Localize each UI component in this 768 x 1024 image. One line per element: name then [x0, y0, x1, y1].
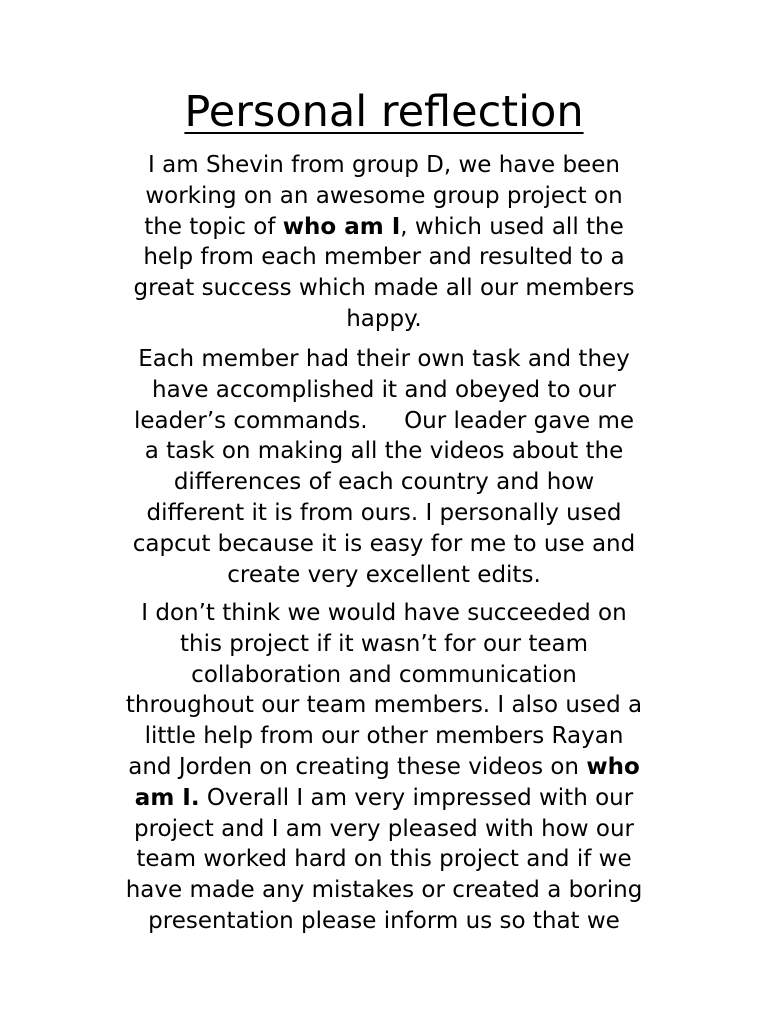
text-segment: Overall I am very impressed with our [199, 784, 634, 811]
text-segment: , which used all the [400, 213, 624, 240]
paragraph-line: leader’s commands. Our leader gave me [133, 407, 634, 434]
paragraph-line: have made any mistakes or created a boring [125, 877, 643, 904]
paragraph-line: project and I am very pleased with how our [133, 815, 635, 842]
paragraph-line: I am Shevin from group D, we have been [148, 152, 620, 178]
text-segment: the topic of [144, 213, 283, 240]
bold-phrase: who am I [282, 213, 401, 240]
paragraph-line: this project if it wasn’t for our team [179, 630, 589, 657]
paragraph-line: little help from our other members Rayan [144, 723, 624, 750]
paragraph-tasks [88, 344, 680, 590]
paragraph-line: throughout our team members. I also used a [125, 692, 643, 719]
text-segment: and Jorden on creating these videos on [128, 753, 587, 780]
paragraph-line: different it is from ours. I personally used [146, 499, 622, 526]
paragraph-line [88, 752, 680, 783]
paragraph-line: a task on making all the videos about the [144, 438, 624, 465]
paragraph-line: happy. [346, 305, 422, 332]
paragraph-line: create very excellent edits. [227, 561, 541, 588]
page-title-text: Personal reflection [184, 87, 584, 137]
paragraph-line [88, 783, 680, 814]
paragraph-line: Each member had their own task and they [138, 346, 630, 372]
paragraph-line: presentation please inform us so that we [148, 907, 620, 934]
paragraph-line: help from each member and resulted to a [143, 244, 625, 271]
bold-phrase: am I. [134, 784, 200, 811]
paragraph-conclusion [88, 598, 680, 937]
paragraph-line: great success which made all our members [133, 275, 635, 302]
paragraph-line: I don’t think we would have succeeded on [141, 600, 627, 626]
paragraph-line: working on an awesome group project on [145, 182, 623, 209]
paragraph-line: capcut because it is easy for me to use and [132, 530, 636, 557]
paragraph-line: collaboration and communication [191, 661, 577, 688]
paragraph-line: have accomplished it and obeyed to our [152, 376, 616, 403]
paragraph-line: team worked hard on this project and if we [136, 846, 632, 873]
paragraph-intro [88, 150, 680, 335]
page-title [0, 84, 768, 140]
paragraph-line [88, 212, 680, 243]
paragraph-line: differences of each country and how [173, 469, 595, 496]
bold-phrase: who [586, 753, 640, 780]
